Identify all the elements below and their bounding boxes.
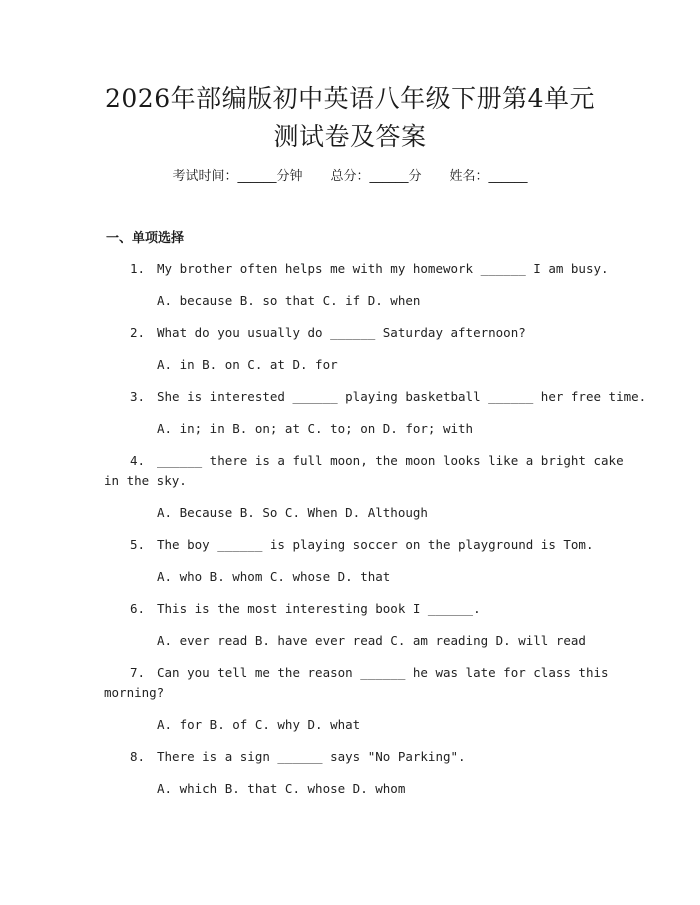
question-number: 8. bbox=[130, 749, 146, 764]
student-name-field: 姓名：______ bbox=[449, 169, 528, 184]
question-options: A. which B. that C. whose D. whom bbox=[157, 781, 406, 796]
question-text: Can you tell me the reason ______ he was late for class this bbox=[157, 665, 609, 680]
question-number: 3. bbox=[130, 389, 146, 404]
question-number: 6. bbox=[130, 601, 146, 616]
question-number: 4. bbox=[130, 453, 146, 468]
exam-time-field: 考试时间：______分钟 bbox=[172, 169, 303, 184]
question-options: A. in B. on C. at D. for bbox=[157, 357, 338, 372]
question-number: 5. bbox=[130, 537, 146, 552]
question-number: 1. bbox=[130, 261, 146, 276]
question-text: ______ there is a full moon, the moon looks like a bright cake bbox=[157, 453, 624, 468]
question-text: There is a sign ______ says "No Parking". bbox=[157, 749, 466, 764]
question-number: 7. bbox=[130, 665, 146, 680]
exam-meta bbox=[0, 167, 700, 187]
question-text-continued: morning? bbox=[104, 685, 165, 700]
total-score-field: 总分：______分 bbox=[330, 169, 422, 184]
question-text: The boy ______ is playing soccer on the playground is Tom. bbox=[157, 537, 594, 552]
question-options: A. ever read B. have ever read C. am reading D. will read bbox=[157, 633, 586, 648]
question-text: She is interested ______ playing basketball ______ her free time. bbox=[157, 389, 647, 404]
question-text: This is the most interesting book I ______. bbox=[157, 601, 481, 616]
question-text-continued: in the sky. bbox=[104, 473, 187, 488]
section-title: 一、单项选择 bbox=[106, 231, 185, 246]
question-options: A. in; in B. on; at C. to; on D. for; with bbox=[157, 421, 474, 436]
page-title-line2: 测试卷及答案 bbox=[273, 122, 427, 151]
question-options: A. because B. so that C. if D. when bbox=[157, 293, 421, 308]
question-text: My brother often helps me with my homework ______ I am busy. bbox=[157, 261, 609, 276]
question-number: 2. bbox=[130, 325, 146, 340]
page-title-line1: 2026年部编版初中英语八年级下册第4单元 bbox=[104, 84, 596, 113]
question-text: What do you usually do ______ Saturday afternoon? bbox=[157, 325, 526, 340]
question-options: A. for B. of C. why D. what bbox=[157, 717, 361, 732]
question-options: A. who B. whom C. whose D. that bbox=[157, 569, 391, 584]
question-options: A. Because B. So C. When D. Although bbox=[157, 505, 428, 520]
